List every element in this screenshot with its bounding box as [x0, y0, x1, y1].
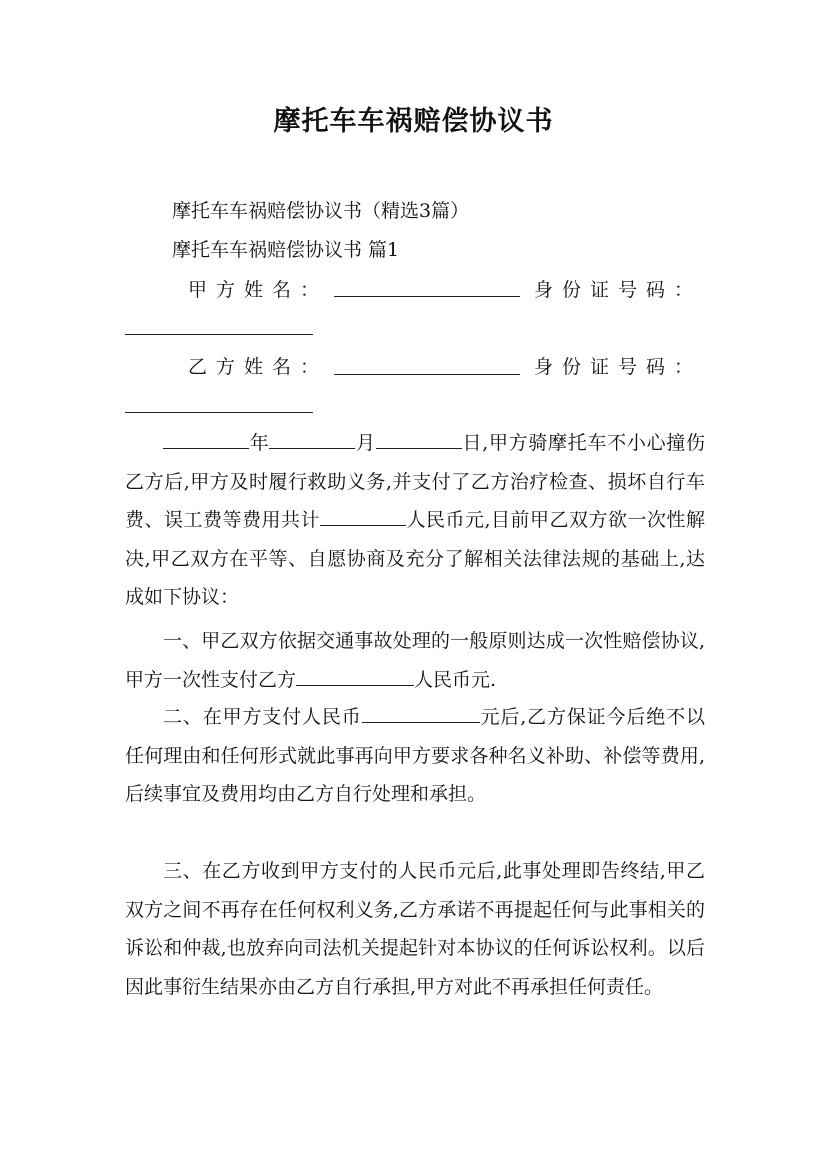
- clause-2: [125, 698, 705, 814]
- clause-1-text: 一、甲乙双方依据交通事故处理的一般原则达成一次性赔偿协议,甲方一次性支付乙方: [125, 630, 705, 691]
- document-subtitle: 摩托车车祸赔偿协议书（精选3篇）: [172, 200, 470, 222]
- document-title: 摩托车车祸赔偿协议书: [273, 106, 554, 137]
- party-b-name-blank: [334, 374, 520, 375]
- clause-2-text-end: 元后,乙方保证今后绝不以任何理由和任何形式就此事再向甲方要求各种名义补助、补偿等费用,后续事宜及费用均由乙方自行处理和承担。: [125, 706, 705, 805]
- day-blank: [376, 447, 462, 449]
- clause-2-text: 二、在甲方支付人民币: [163, 706, 362, 728]
- clause-1: [125, 622, 705, 699]
- party-a-id-label: 身份证号码：: [534, 279, 703, 301]
- clause-1-amount-blank: [296, 684, 414, 686]
- party-a-id-blank: [125, 334, 313, 335]
- month-blank: [269, 447, 355, 449]
- clause-2-amount-blank: [362, 721, 480, 723]
- party-b-id-label: 身份证号码：: [534, 356, 703, 378]
- party-b-id-blank: [125, 412, 313, 413]
- clause-3: 三、在乙方收到甲方支付的人民币元后,此事处理即告终结,甲乙双方之间不再存在任何权利义务,乙方承诺不再提起任何与此事相关的诉讼和仲裁,也放弃向司法机关提起针对本协议的任何诉讼权利。以后因此事衍生结果亦由乙方自行承担,甲方对此不再承担任何责任。: [125, 860, 705, 998]
- intro-text: 日,甲方骑摩托车不小心撞伤乙方后,甲方及时履行救助义务,并支付了乙方治疗检查、损坏自行车费、误工费等费用共计: [125, 432, 705, 531]
- party-a-name-blank: [334, 296, 520, 297]
- clause-1-text-end: 人民币元.: [414, 668, 497, 691]
- party-b-name-label: 乙方姓名：: [188, 356, 329, 378]
- total-amount-blank: [320, 524, 406, 526]
- year-blank: [163, 447, 249, 449]
- year-label: 年: [249, 432, 270, 454]
- month-label: 月: [355, 432, 376, 454]
- intro-paragraph: [125, 424, 705, 617]
- section-title: 摩托车车祸赔偿协议书 篇1: [172, 239, 400, 261]
- intro-text-cont: 人民币元,目前甲乙双方欲一次性解决,甲乙双方在平等、自愿协商及充分了解相关法律法规的基础上,达成如下协议：: [125, 509, 705, 608]
- party-a-name-label: 甲方姓名：: [188, 279, 329, 301]
